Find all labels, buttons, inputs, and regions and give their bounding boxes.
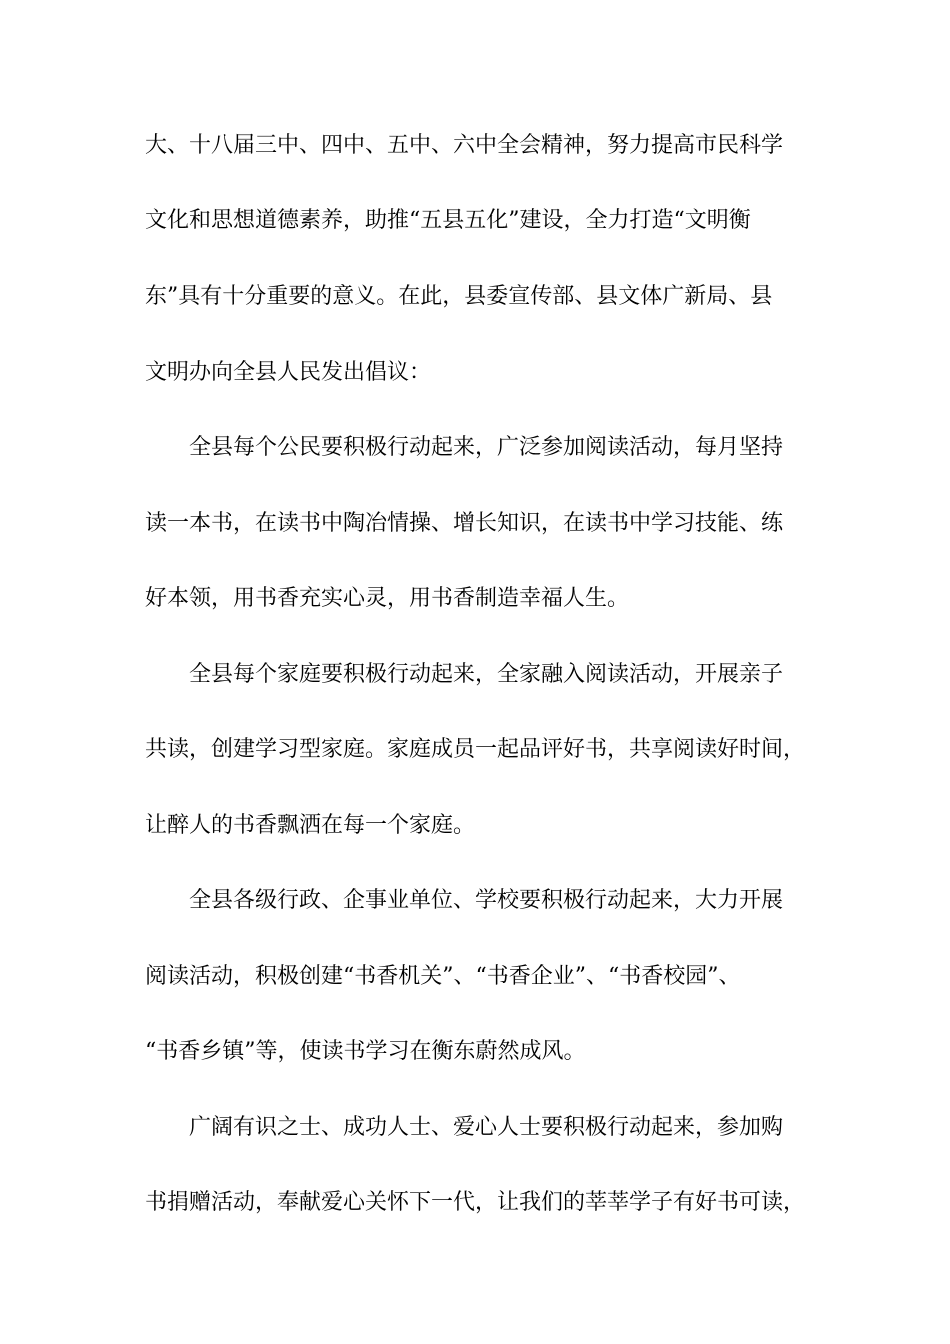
text-line: 大、十八届三中、四中、五中、六中全会精神，努力提高市民科学 xyxy=(145,133,784,158)
text-line: 好本领，用书香充实心灵，用书香制造幸福人生。 xyxy=(145,586,630,611)
paragraph-first-line: 全县每个家庭要积极行动起来，全家融入阅读活动，开展亲子 xyxy=(189,662,784,687)
paragraph-first-line: 全县每个公民要积极行动起来，广泛参加阅读活动，每月坚持 xyxy=(189,435,784,460)
text-line: 文化和思想道德素养，助推“五县五化”建设，全力打造“文明衡 xyxy=(145,208,751,233)
text-line: “书香乡镇”等，使读书学习在衡东蔚然成风。 xyxy=(145,1039,586,1064)
text-line: 阅读活动，积极创建“书香机关”、“书香企业”、“书香校园”、 xyxy=(145,964,741,989)
text-line: 东”具有十分重要的意义。在此，县委宣传部、县文体广新局、县 xyxy=(145,284,773,309)
text-line: 书捐赠活动，奉献爱心关怀下一代，让我们的莘莘学子有好书可读， xyxy=(145,1190,806,1215)
paragraph-first-line: 广阔有识之士、成功人士、爱心人士要积极行动起来，参加购 xyxy=(189,1115,784,1140)
text-line: 让醉人的书香飘洒在每一个家庭。 xyxy=(145,813,476,838)
text-line: 文明办向全县人民发出倡议： xyxy=(145,360,432,385)
paragraph-first-line: 全县各级行政、企事业单位、学校要积极行动起来，大力开展 xyxy=(189,888,784,913)
text-line: 读一本书，在读书中陶冶情操、增长知识，在读书中学习技能、练 xyxy=(145,511,784,536)
text-line: 共读，创建学习型家庭。家庭成员一起品评好书，共享阅读好时间， xyxy=(145,737,806,762)
